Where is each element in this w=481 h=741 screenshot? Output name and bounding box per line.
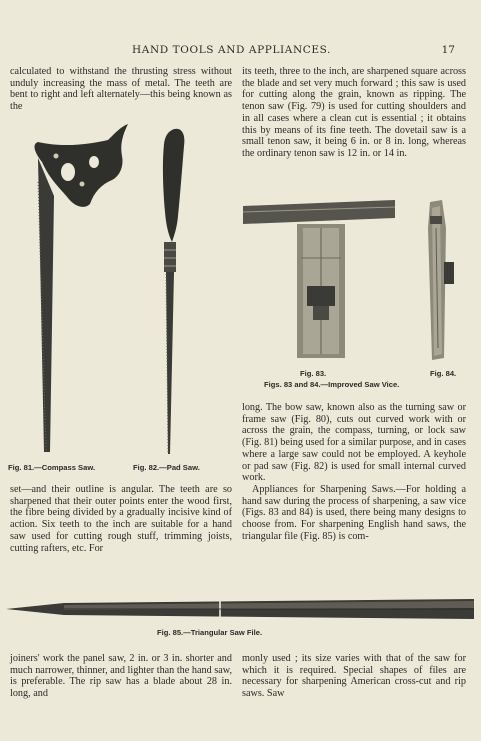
page-header	[0, 44, 481, 58]
caption-fig-84: Fig. 84.	[430, 369, 457, 378]
paragraph-right-top: its teeth, three to the inch, are sharpened square across the blade and set very much forward ; this saw is used for cutting along the grain, known as ripping. The tenon saw (Fig. 79) is used for cutting shoulders and in all cases where a clean cut is essential ; it obtains this by means of its fine teeth. The dovetail saw is a small tenon saw, it being 6 in. or 8 in. long, whereas the ordinary tenon saw is 12 in. or 14 in.	[242, 66, 466, 159]
paragraph-left-mid: set—and their outline is angular. The teeth are so sharpened that their outer points enter the wood first, the fibre being divided by a gradually incisive kind of action. Six teeth to the inch are suitable for a hand saw used for cutting rough stuff, trimming joists, cutting rafters, etc. For	[10, 484, 232, 554]
pad-saw-illustration	[150, 124, 200, 459]
running-head: HAND TOOLS AND APPLIANCES.	[132, 44, 331, 56]
saw-vice-side-illustration	[410, 198, 460, 366]
paragraph-right-mid-1: long. The bow saw, known also as the turning saw or frame saw (Fig. 80), cuts out curved work with or across the grain, the compass, turning, or lock saw (Fig. 81) being used for a similar purpose, and in cases where a large saw could not be employed. A keyhole or pad saw (Fig. 82) is used for small internal curved work.	[242, 402, 466, 484]
caption-fig-82: Fig. 82.—Pad Saw.	[133, 463, 200, 472]
compass-saw-illustration	[24, 122, 134, 457]
right-mid-block	[242, 402, 466, 542]
paragraph-left-bottom: joiners' work the panel saw, 2 in. or 3 in. shorter and much narrower, thinner, and lighter than the hand saw, is preferable. The rip saw has a blade about 28 in. long, and	[10, 653, 232, 700]
caption-figs-83-84: Figs. 83 and 84.—Improved Saw Vice.	[264, 380, 400, 389]
paragraph-right-mid-2: Appliances for Sharpening Saws.—For holding a hand saw during the process of sharpening, a saw vice (Figs. 83 and 84) is used, there being many designs to choose from. For sharpening English hand saws, the triangular file (Fig. 85) is com-	[242, 483, 466, 542]
paragraph-left-top: calculated to withstand the thrusting stress without unduly increasing the mass of metal. The teeth are bent to right and left alternately—this being known as the	[10, 66, 232, 113]
caption-fig-85: Fig. 85.—Triangular Saw File.	[157, 628, 263, 637]
saw-vice-illustration	[241, 198, 399, 366]
caption-fig-83: Fig. 83.	[300, 369, 327, 378]
triangular-file-illustration	[4, 594, 478, 624]
caption-fig-81: Fig. 81.—Compass Saw.	[8, 463, 96, 472]
page-number: 17	[441, 44, 455, 56]
paragraph-right-bottom: monly used ; its size varies with that of the saw for which it is required. Special shapes of files are necessary for sharpening American cross-cut and rip saws. Saw	[242, 653, 466, 700]
